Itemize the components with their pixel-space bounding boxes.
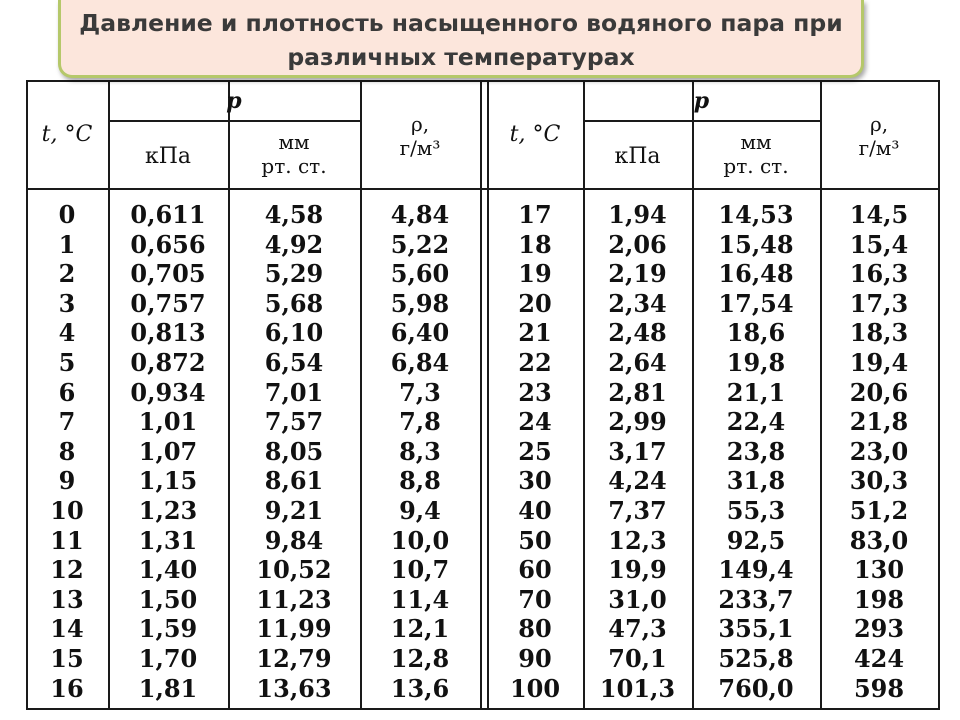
table-cell: 1,70 [138,643,198,673]
table-cell: 598 [853,673,905,703]
table-cell: 0,813 [130,318,206,348]
header-kpa-left: кПа [144,144,192,169]
table-cell: 83,0 [849,525,909,555]
table-cell: 9,21 [264,495,324,525]
table-cell: 80 [518,614,552,644]
table-cell: 22,4 [726,407,786,437]
table-cell: 8,05 [264,436,324,466]
table-cell: 1,94 [608,200,667,229]
table-cell: 19,8 [726,347,786,377]
table-cell: 23,8 [726,436,786,466]
table-cell: 7,01 [264,377,324,407]
table-cell: 47,3 [608,614,667,644]
table-bottom-border [26,708,940,710]
table-cell: 2,19 [608,259,667,289]
table-cell: 19,9 [608,555,667,585]
table-cell: 233,7 [718,584,794,614]
table-cell: 1 [58,229,76,259]
table-cell: 0,757 [130,288,206,318]
vapor-table [0,80,960,710]
column-t-left [26,200,108,703]
table-cell: 17,3 [849,288,909,318]
table-cell: 24 [518,407,552,437]
table-cell: 13 [50,584,84,614]
table-cell: 5,22 [390,229,450,259]
table-cell: 5,68 [264,288,324,318]
table-cell: 14,5 [849,200,909,229]
column-t-right [487,200,583,703]
table-cell: 16,3 [849,259,909,289]
table-cell: 0,656 [130,229,206,259]
table-cell: 90 [518,643,552,673]
table-cell: 25 [518,436,552,466]
table-cell: 130 [853,555,905,585]
table-cell: 31,0 [608,584,667,614]
table-cell: 21 [518,318,552,348]
table-cell: 8 [58,436,76,466]
table-cell: 18 [518,229,552,259]
header-rho-line2: г/м³ [858,136,900,160]
table-cell: 0,611 [130,200,206,229]
table-cell: 19 [518,259,552,289]
table-cell: 15 [50,643,84,673]
table-cell: 5,98 [390,288,450,318]
header-mm-line1: мм [278,130,310,154]
title-line-1: Давление и плотность насыщенного водяного пара при [79,9,843,37]
table-cell: 10,52 [256,555,332,585]
table-cell: 60 [518,555,552,585]
header-p-left: p [226,88,242,114]
table-cell: 70 [518,584,552,614]
table-cell: 17,54 [718,288,794,318]
table-cell: 19,4 [849,347,909,377]
header-rho-line2: г/м³ [399,136,441,160]
table-cell: 12 [50,555,84,585]
header-rho-line1: ρ, [410,112,430,136]
table-cell: 424 [853,643,905,673]
table-cell: 23,0 [849,436,909,466]
table-cell: 1,81 [138,673,198,703]
table-cell: 7,8 [399,407,441,437]
table-cell: 16 [50,673,84,703]
table-cell: 12,79 [256,643,332,673]
header-rho-left [360,112,480,160]
table-cell: 7,3 [399,377,441,407]
header-mm-line2: рт. ст. [261,154,327,178]
table-cell: 9 [58,466,76,496]
table-cell: 20 [518,288,552,318]
table-cell: 293 [853,614,905,644]
table-cell: 525,8 [718,643,794,673]
table-cell: 51,2 [849,495,909,525]
header-t-left: t, °C [41,122,93,147]
table-cell: 1,59 [138,614,198,644]
table-cell: 30,3 [849,466,909,496]
table-cell: 1,01 [138,407,198,437]
table-cell: 50 [518,525,552,555]
table-cell: 5,29 [264,259,324,289]
column-mm-right [692,200,820,703]
table-cell: 11,23 [256,584,332,614]
table-cell: 2 [58,259,76,289]
title-banner [58,0,864,78]
table-cell: 14,53 [718,200,794,229]
table-cell: 92,5 [726,525,786,555]
table-cell: 6,84 [390,347,450,377]
table-cell: 11,4 [390,584,450,614]
table-cell: 4,24 [608,466,667,496]
table-cell: 5,60 [390,259,450,289]
table-cell: 2,34 [608,288,667,318]
column-rho-right [820,200,938,703]
header-mm-right [692,130,820,178]
table-cell: 6,40 [390,318,450,348]
table-cell: 11,99 [256,614,332,644]
table-cell: 760,0 [718,673,794,703]
table-cell: 100 [509,673,561,703]
column-mm-left [228,200,360,703]
table-cell: 13,63 [256,673,332,703]
header-mm-line2: рт. ст. [723,154,789,178]
table-cell: 6,10 [264,318,324,348]
table-cell: 12,8 [390,643,450,673]
table-cell: 2,64 [608,347,667,377]
table-cell: 2,06 [608,229,667,259]
table-cell: 1,07 [138,436,198,466]
table-cell: 8,61 [264,466,324,496]
table-cell: 31,8 [726,466,786,496]
table-cell: 6,54 [264,347,324,377]
table-cell: 11 [50,525,84,555]
table-cell: 0,705 [130,259,206,289]
table-cell: 7 [58,407,76,437]
table-cell: 1,31 [138,525,198,555]
table-cell: 0 [58,200,76,229]
header-kpa-right: кПа [614,144,661,169]
title-line-2: различных температурах [287,43,635,71]
table-cell: 22 [518,347,552,377]
table-cell: 16,48 [718,259,794,289]
table-cell: 40 [518,495,552,525]
table-cell: 10,7 [390,555,450,585]
table-cell: 10,0 [390,525,450,555]
table-cell: 1,15 [138,466,198,496]
table-cell: 14 [50,614,84,644]
table-cell: 4 [58,318,76,348]
table-cell: 21,1 [726,377,786,407]
column-kpa-left [108,200,228,703]
header-p-right: p [693,88,710,114]
table-cell: 3,17 [608,436,667,466]
table-cell: 13,6 [390,673,450,703]
table-cell: 198 [853,584,905,614]
table-cell: 12,1 [390,614,450,644]
table-cell: 5 [58,347,76,377]
table-cell: 6 [58,377,76,407]
column-kpa-right [583,200,692,703]
header-mm-line1: мм [740,130,772,154]
table-cell: 70,1 [608,643,667,673]
table-cell: 55,3 [726,495,786,525]
table-cell: 4,92 [264,229,324,259]
table-cell: 2,81 [608,377,667,407]
header-rho-right [820,112,938,160]
header-t-right: t, °C [509,122,561,147]
table-cell: 0,934 [130,377,206,407]
table-cell: 30 [518,466,552,496]
table-cell: 149,4 [718,555,794,585]
table-cell: 7,37 [608,495,667,525]
table-cell: 355,1 [718,614,794,644]
table-cell: 9,84 [264,525,324,555]
table-cell: 10 [50,495,84,525]
table-cell: 101,3 [599,673,676,703]
table-cell: 17 [518,200,552,229]
header-rho-line1: ρ, [869,112,889,136]
table-cell: 9,4 [399,495,441,525]
table-cell: 8,3 [399,436,441,466]
table-cell: 4,58 [264,200,324,229]
table-cell: 18,6 [726,318,786,348]
table-cell: 1,40 [138,555,198,585]
table-cell: 23 [518,377,552,407]
table-cell: 3 [58,288,76,318]
table-cell: 15,48 [718,229,794,259]
table-cell: 2,48 [608,318,667,348]
table-cell: 15,4 [849,229,909,259]
header-mm-left [228,130,360,178]
table-cell: 12,3 [608,525,667,555]
table-cell: 0,872 [130,347,206,377]
table-cell: 1,50 [138,584,198,614]
table-cell: 7,57 [264,407,324,437]
table-cell: 21,8 [849,407,909,437]
table-cell: 4,84 [390,200,450,229]
table-cell: 20,6 [849,377,909,407]
table-cell: 8,8 [399,466,441,496]
table-cell: 18,3 [849,318,909,348]
column-rho-left [360,200,480,703]
table-cell: 1,23 [138,495,198,525]
table-cell: 2,99 [608,407,667,437]
